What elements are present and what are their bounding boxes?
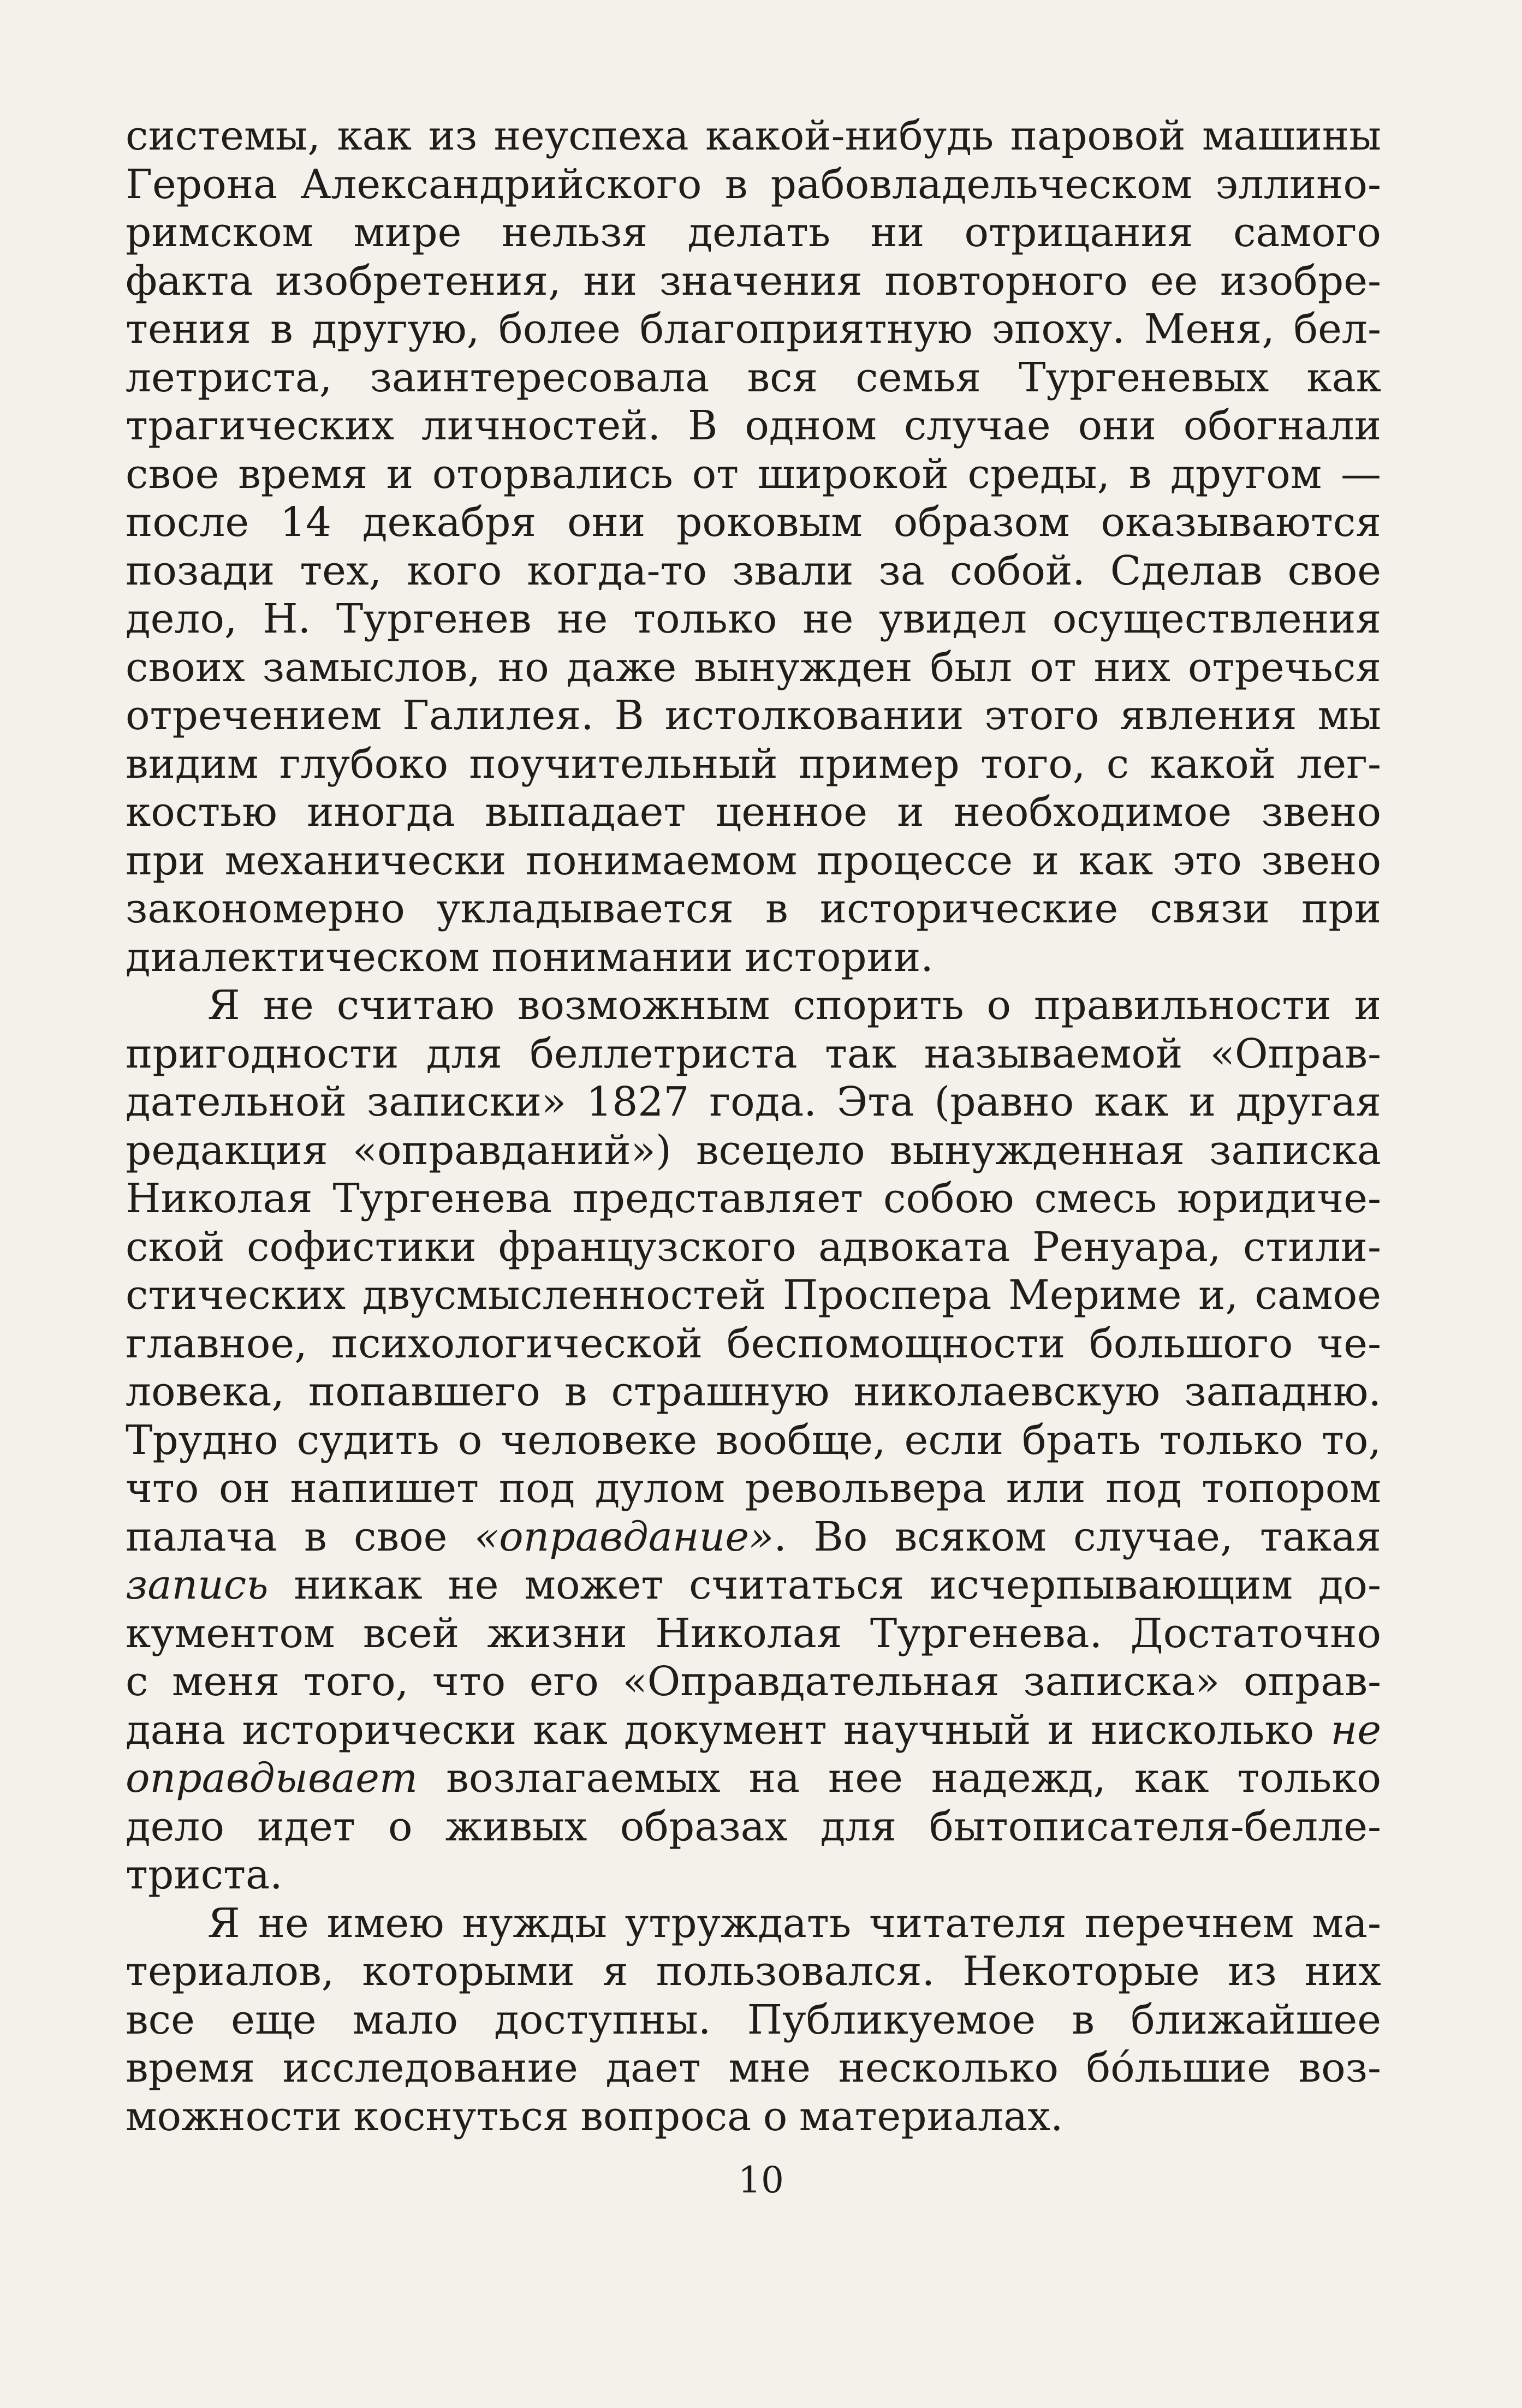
text-line: [126, 1223, 1381, 1272]
text-segment: пригодности для беллетриста так называемой «Оправ-: [126, 1030, 1381, 1077]
text-line: [126, 1175, 1381, 1223]
page-text: [126, 112, 1381, 2141]
text-segment: никак не может считаться исчерпывающим до-: [268, 1561, 1381, 1608]
text-line: [126, 1803, 1381, 1851]
text-line: [126, 354, 1381, 402]
text-line: [126, 1416, 1381, 1465]
text-line: [126, 1706, 1381, 1755]
text-line: [126, 112, 1381, 160]
text-segment: тения в другую, более благоприятную эпоху. Меня, бел-: [126, 306, 1381, 353]
text-line: [126, 692, 1381, 740]
page-number: 10: [738, 2159, 784, 2201]
text-line: [126, 740, 1381, 789]
text-line: [126, 1899, 1381, 1948]
text-segment: системы, как из неуспеха какой-нибудь паровой машины: [126, 112, 1381, 159]
text-line: [126, 1947, 1381, 1996]
text-line: [126, 1561, 1381, 1610]
text-line: [126, 788, 1381, 837]
text-segment: факта изобретения, ни значения повторного ее изобре-: [126, 257, 1381, 305]
text-line: [126, 933, 1381, 982]
text-line: [126, 1368, 1381, 1416]
text-segment: териалов, которыми я пользовался. Некоторые из них: [126, 1948, 1381, 1995]
text-segment: Герона Александрийского в рабовладельческом эллино-: [126, 160, 1381, 208]
text-line: [126, 547, 1381, 595]
text-line: [126, 1464, 1381, 1513]
text-segment: дательной записки» 1827 года. Эта (равно как и другая: [126, 1078, 1381, 1125]
text-line: [126, 160, 1381, 209]
text-segment: Я не считаю возможным спорить о правильности и: [207, 982, 1381, 1029]
text-line: [126, 2044, 1381, 2093]
text-segment: дана исторически как документ научный и нисколько: [126, 1706, 1331, 1754]
text-segment: летриста, заинтересовала вся семья Тургеневых как: [126, 354, 1381, 401]
italic-text: не: [1330, 1706, 1381, 1754]
text-segment: римском мире нельзя делать ни отрицания самого: [126, 209, 1381, 256]
text-segment: время исследование дает мне несколько бо́льшие воз-: [126, 2045, 1381, 2091]
text-segment: своих замыслов, но даже вынужден был от них отречься: [126, 643, 1381, 691]
text-line: [126, 981, 1381, 1030]
text-line: [126, 402, 1381, 450]
text-segment: Трудно судить о человеке вообще, если брать только то,: [126, 1416, 1381, 1464]
text-segment: Николая Тургенева представляет собою смесь юридиче-: [126, 1175, 1381, 1222]
text-segment: стических двусмысленностей Проспера Мериме и, самое: [126, 1272, 1381, 1319]
text-line: [126, 498, 1381, 547]
italic-text: запись: [126, 1561, 269, 1608]
text-segment: можности коснуться вопроса о материалах.: [126, 2093, 1063, 2140]
text-segment: позади тех, кого когда-то звали за собой. Сделав свое: [126, 547, 1381, 594]
text-line: [126, 1610, 1381, 1658]
italic-text: оправдывает: [126, 1755, 418, 1802]
text-segment: ловека, попавшего в страшную николаевскую западню.: [126, 1368, 1381, 1415]
text-line: [126, 595, 1381, 643]
text-segment: отречением Галилея. В истолковании этого явления мы: [126, 692, 1381, 739]
paragraph-2: [126, 981, 1381, 1899]
text-segment: триста.: [126, 1851, 283, 1898]
text-segment: палача в свое: [126, 1513, 474, 1560]
text-line: [126, 2093, 1381, 2141]
text-segment: что он напишет под дулом револьвера или под топором: [126, 1465, 1381, 1512]
text-segment: после 14 декабря они роковым образом оказываются: [126, 499, 1381, 546]
text-segment: ской софистики французского адвоката Ренуара, стили-: [126, 1223, 1381, 1271]
text-line: [126, 1030, 1381, 1078]
text-line: [126, 1754, 1381, 1803]
text-segment: костью иногда выпадает ценное и необходимое звено: [126, 789, 1381, 836]
text-segment: редакция «оправданий») всецело вынужденная записка: [126, 1126, 1381, 1174]
text-segment: главное, психологической беспомощности большого че-: [126, 1320, 1381, 1367]
text-line: [126, 1658, 1381, 1706]
text-segment: все еще мало доступны. Публикуемое в ближайшее: [126, 1996, 1381, 2043]
text-segment: возлагаемых на нее надежд, как только: [418, 1755, 1381, 1802]
text-line: [126, 208, 1381, 257]
text-segment: . Во всяком случае, такая: [774, 1513, 1381, 1560]
text-segment: закономерно укладывается в исторические связи при: [126, 885, 1381, 932]
text-segment: дело идет о живых образах для бытописателя-белле-: [126, 1803, 1381, 1850]
text-line: [126, 1126, 1381, 1175]
paragraph-1: [126, 112, 1381, 981]
text-line: [126, 885, 1381, 933]
text-line: [126, 1078, 1381, 1126]
text-segment: Я не имею нужды утруждать читателя перечнем ма-: [207, 1899, 1381, 1947]
text-line: [126, 1513, 1381, 1561]
text-line: [126, 1271, 1381, 1320]
text-line: [126, 450, 1381, 499]
text-segment: кументом всей жизни Николая Тургенева. Достаточно: [126, 1610, 1381, 1657]
text-line: [126, 643, 1381, 692]
text-segment: с меня того, что его «Оправдательная записка» оправ-: [126, 1658, 1381, 1705]
text-line: [126, 1996, 1381, 2045]
text-segment: диалектическом понимании истории.: [126, 933, 934, 981]
text-segment: свое время и оторвались от широкой среды, в другом —: [126, 450, 1381, 498]
text-line: [126, 1851, 1381, 1899]
text-line: [126, 257, 1381, 306]
text-line: [126, 1320, 1381, 1368]
text-segment: видим глубоко поучительный пример того, с какой лег-: [126, 740, 1381, 788]
text-line: [126, 837, 1381, 885]
paragraph-3: [126, 1899, 1381, 2141]
text-line: [126, 305, 1381, 354]
text-segment: трагических личностей. В одном случае они обогнали: [126, 402, 1381, 449]
text-segment: при механически понимаемом процессе и как это звено: [126, 837, 1381, 884]
text-segment: дело, Н. Тургенев не только не увидел осуществления: [126, 595, 1381, 642]
italic-text: «оправдание»: [474, 1513, 774, 1560]
